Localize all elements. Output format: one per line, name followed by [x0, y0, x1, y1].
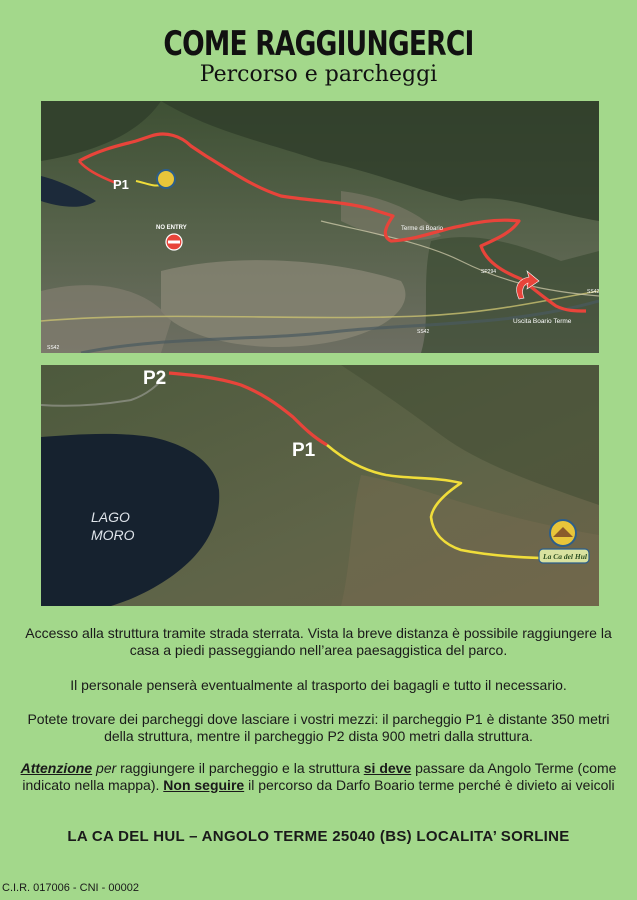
attention-text-b: passare da Angolo Terme (come indicato nella mappa).: [22, 760, 617, 793]
page-subtitle: Percorso e parcheggi: [199, 62, 438, 87]
attention-not-follow: Non seguire: [163, 776, 245, 793]
parking-paragraph: Potete trovare dei parcheggi dove lasciare i vostri mezzi: il parcheggio P1 è distante 350 metri della struttura, mentre il parcheggio P2 dista 900 metri dalla struttura.: [27, 711, 610, 744]
attention-text-c: il percorso da Darfo Boario terme perché è divieto ai veicoli: [244, 776, 615, 793]
footer-address: LA CA DEL HUL – ANGOLO TERME 25040 (BS) LOCALITA’ SORLINE: [67, 828, 570, 845]
map-label-terme: Terme di Boario: [401, 226, 444, 232]
luggage-paragraph: Il personale penserà eventualmente al trasporto dei bagagli e tutto il necessario.: [70, 677, 567, 693]
route-map-detail: [41, 365, 599, 606]
route-map-overview: [41, 101, 599, 353]
no-entry-icon: [166, 234, 182, 250]
road-label: SP294: [481, 269, 497, 275]
lake-label-line1: LAGO: [91, 509, 130, 525]
logo-text: La Ca del Hul: [543, 552, 587, 561]
la-ca-del-hul-logo: [157, 170, 175, 188]
page-title: COME RAGGIUNGERCI: [163, 24, 474, 64]
map-label-exit: Uscita Boario Terme: [513, 318, 572, 325]
registration-code: C.I.R. 017006 - CNI - 00002: [2, 882, 139, 894]
access-paragraph: Accesso alla struttura tramite strada sterrata. Vista la breve distanza è possibile raggiungere la casa a piedi passeggiando nell’area paesaggistica del parco.: [25, 625, 612, 658]
attention-word: Attenzione: [20, 760, 93, 776]
map-label-p1: P1: [113, 177, 129, 192]
road-label: SS42: [417, 329, 430, 335]
road-label: SS42: [587, 289, 599, 295]
lake-label-line2: MORO: [91, 527, 135, 543]
attention-text-a: raggiungere il parcheggio e la struttura: [116, 760, 364, 776]
map-label-p2: P2: [143, 368, 167, 389]
map-label-p1: P1: [292, 440, 316, 461]
attention-per: per: [92, 760, 117, 776]
no-entry-label: NO ENTRY: [156, 225, 187, 231]
attention-paragraph: [14, 760, 623, 793]
attention-must: si deve: [363, 760, 412, 776]
road-label: SS42: [47, 345, 60, 351]
